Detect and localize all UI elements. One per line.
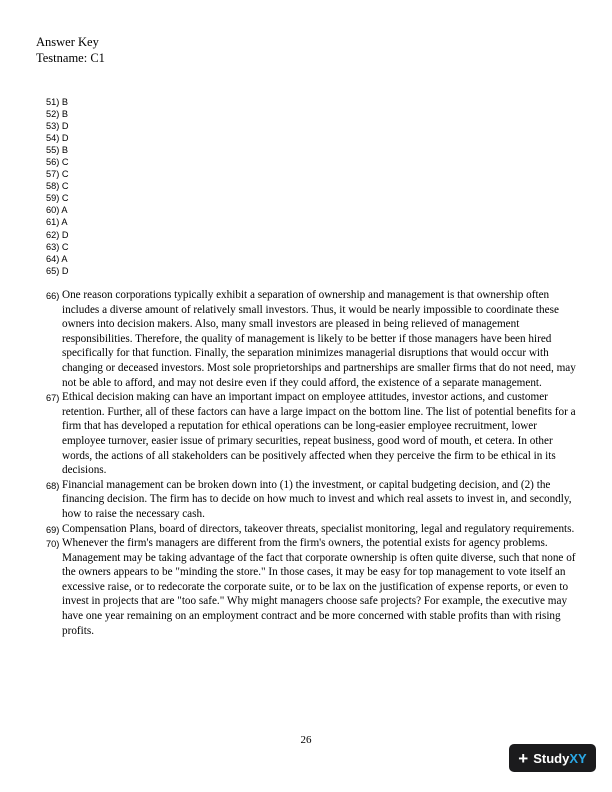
answer-item — [46, 96, 68, 108]
answer-value: A — [61, 253, 68, 264]
plus-icon: + — [518, 748, 529, 768]
answer-number: 53) — [46, 121, 60, 132]
short-answer-list — [46, 96, 68, 277]
answer-number: 70) — [46, 539, 60, 550]
answer-value: D — [61, 121, 69, 132]
long-answer-item — [46, 478, 580, 522]
answer-text: Financial management can be broken down into (1) the investment, or capital budgeting decision, and (2) the financing decision. The firm has to decide on how much to invest and which real assets to invest in, and secondly, how to raise the necessary cash. — [62, 478, 572, 520]
answer-number: 64) — [46, 253, 60, 264]
answer-number: 60) — [46, 205, 60, 216]
answer-value: A — [61, 217, 68, 228]
header-title: Answer Key — [36, 35, 99, 49]
answer-text: Compensation Plans, board of directors, takeover threats, specialist monitoring, legal and regulatory requirements. — [62, 522, 575, 535]
answer-value: D — [61, 229, 69, 240]
long-answer-item — [46, 390, 580, 478]
answer-item — [46, 180, 68, 192]
answer-value: C — [61, 157, 69, 168]
answer-item — [46, 204, 68, 216]
answer-value: A — [61, 205, 68, 216]
long-answer-item — [46, 288, 580, 390]
answer-number: 69) — [46, 524, 60, 535]
answer-item — [46, 156, 68, 168]
answer-number: 66) — [46, 291, 60, 301]
answer-item — [46, 192, 68, 204]
answer-item — [46, 108, 68, 120]
answer-value: D — [61, 265, 69, 276]
answer-value: C — [61, 181, 69, 192]
brand-name — [533, 751, 586, 766]
answer-value: C — [61, 241, 69, 252]
answer-item — [46, 229, 68, 241]
answer-number: 59) — [46, 193, 60, 204]
answer-number: 65) — [46, 265, 60, 276]
answer-number: 52) — [46, 109, 60, 120]
brand-accent: XY — [569, 750, 587, 766]
answer-item — [46, 144, 68, 156]
studyxy-badge[interactable] — [509, 744, 596, 772]
answer-item — [46, 216, 68, 228]
answer-text: Ethical decision making can have an important impact on employee attitudes, investor actions, and customer retention. Further, all of these factors can have a large impact on the bottom line. The list of potential benefits for a firm that has developed a reputation for ethical operations can be long-easier employee recruitment, lower employee turnover, easier issue of primary securities, repeat business, good word of mouth, et cetera. In other words, the actions of all stakeholders can be positively affected when they perceive the firm to be ethical in its decisions. — [62, 391, 576, 477]
answer-number: 61) — [46, 217, 60, 228]
answer-value: B — [61, 145, 68, 156]
answer-number: 51) — [46, 97, 60, 107]
answer-item — [46, 132, 68, 144]
answer-number: 54) — [46, 133, 60, 144]
answer-number: 55) — [46, 145, 60, 156]
document-header — [36, 34, 105, 66]
header-testname: Testname: C1 — [36, 51, 105, 65]
answer-item — [46, 168, 68, 180]
answer-item — [46, 241, 68, 253]
answer-value: C — [61, 169, 69, 180]
answer-value: B — [61, 97, 68, 107]
answer-number: 68) — [46, 480, 60, 491]
answer-number: 58) — [46, 181, 60, 192]
long-answer-list — [46, 288, 580, 638]
brand-main: Study — [533, 750, 570, 766]
page-number: 26 — [300, 734, 312, 746]
answer-item — [46, 120, 68, 132]
long-answer-item — [46, 536, 580, 638]
answer-text: One reason corporations typically exhibit a separation of ownership and management is that ownership often includes a diverse amount of relatively small investors. Thus, it would be nearly impossible to coordinate these owners into decision makers. Also, many small investors are pleased in being relieved of management responsibilities. Therefore, the quality of management is likely to be better if those managers have been hired specifically for that function. Finally, the separation minimizes managerial disruptions that would occur with changing or deceased investors. Most sole proprietorships and partnerships are smaller firms that do not need, may not be able to afford, and may not desire even if they could afford, the existence of a separate management. — [62, 289, 576, 389]
answer-value: B — [61, 109, 68, 120]
answer-value: D — [61, 133, 69, 144]
answer-number: 63) — [46, 241, 60, 252]
answer-item — [46, 265, 68, 277]
answer-value: C — [61, 193, 69, 204]
long-answer-item — [46, 522, 580, 537]
answer-number: 56) — [46, 157, 60, 168]
answer-number: 67) — [46, 393, 60, 404]
answer-number: 62) — [46, 229, 60, 240]
answer-text: Whenever the firm's managers are different from the firm's owners, the potential exists for agency problems. Management may be taking advantage of the fact that corporate ownership is often quite diverse, such that none of the owners appears to be "minding the store." In those cases, it may be easy for top management to vote itself an excessive raise, or to redecorate the corporate suite, or to be lax on the justification of expense reports, or even to invest in projects that are "too safe." Why might managers choose safe projects? For example, the executive may have one year remaining on an employment contract and be more concerned with stable profits than with rising profits. — [62, 537, 576, 637]
answer-item — [46, 253, 68, 265]
answer-number: 57) — [46, 169, 60, 180]
